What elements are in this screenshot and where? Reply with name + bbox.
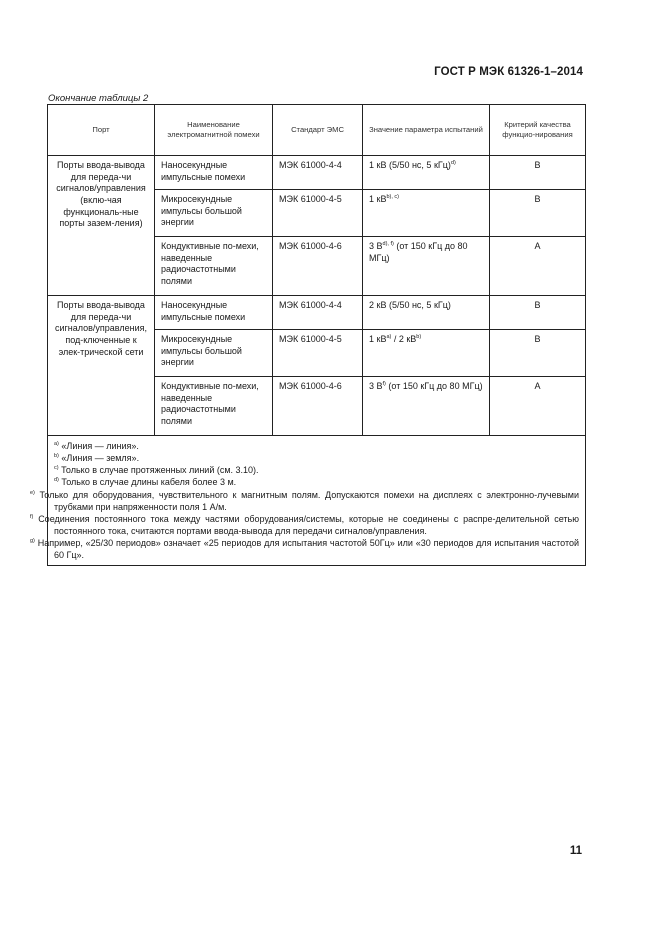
footnote-text: «Линия — линия».	[61, 441, 139, 451]
criterion-cell: A	[490, 237, 586, 296]
standard-cell: МЭК 61000-4-5	[273, 190, 363, 237]
standard-cell: МЭК 61000-4-4	[273, 296, 363, 330]
footnote	[30, 489, 579, 513]
column-header-interference: Наименование электромагнитной помехи	[155, 105, 273, 156]
page-number: 11	[569, 845, 582, 857]
interference-cell: Наносекундные импульсные помехи	[155, 156, 273, 190]
footnote	[30, 513, 579, 537]
value-cell	[363, 330, 490, 377]
column-header-test-value: Значение параметра испытаний	[363, 105, 490, 156]
footnote-mark: b)	[54, 453, 59, 460]
value-text: 3 В	[369, 381, 383, 391]
interference-cell: Кондуктивные по-мехи, наведенные радиочастотными полями	[155, 377, 273, 436]
footnote-text: «Линия — земля».	[61, 453, 140, 464]
criterion-cell: B	[490, 296, 586, 330]
criterion-cell: A	[490, 377, 586, 436]
footnote-mark: g)	[30, 538, 35, 545]
footnote-mark: c)	[54, 465, 59, 472]
table-row	[48, 296, 586, 330]
table-caption: Окончание таблицы 2	[48, 93, 149, 104]
value-cell	[363, 190, 490, 237]
footnote-text: Только в случае длины кабеля более 3 м.	[61, 477, 237, 488]
value-text: 1 кВ	[369, 194, 387, 204]
column-header-standard: Стандарт ЭМС	[273, 105, 363, 156]
value-cell	[363, 237, 490, 296]
footnote-ref: d), f)	[382, 241, 394, 247]
value-cell	[363, 156, 490, 190]
value-text: 3 В	[369, 241, 383, 251]
standard-cell: МЭК 61000-4-4	[273, 156, 363, 190]
port-cell: Порты ввода-вывода для переда-чи сигналов/управления (вклю-чая функциональ-ные порты зазем-ления)	[48, 156, 155, 296]
footnote-mark: a)	[54, 441, 59, 447]
footnote-text: Только в случае протяженных линий (см. 3.10).	[61, 465, 259, 476]
value-cell	[363, 377, 490, 436]
footnote-ref: f)	[382, 381, 386, 387]
footnote-ref: a)	[386, 334, 392, 340]
value-text: 2 кВ (5/50 нс, 5 кГц)	[369, 300, 451, 310]
footnote-ref: d)	[450, 160, 456, 166]
value-text: 1 кВ	[369, 334, 387, 344]
standard-cell: МЭК 61000-4-6	[273, 237, 363, 296]
standard-cell: МЭК 61000-4-5	[273, 330, 363, 377]
interference-cell: Кондуктивные по-мехи, наведенные радиочастотными полями	[155, 237, 273, 296]
value-tail: (от 150 кГц до 80 МГц)	[369, 241, 468, 263]
footnotes-cell	[30, 436, 586, 566]
footnote-text: Только для оборудования, чувствительного к магнитным полям. Допускаются помехи на дисплеях с электронно-лучевыми трубками при напряженности поля 1 А/м.	[39, 489, 579, 512]
interference-cell: Микросекундные импульсы большой энергии	[155, 190, 273, 237]
footnote	[54, 464, 579, 476]
interference-cell: Наносекундные импульсные помехи	[155, 296, 273, 330]
criterion-cell: B	[490, 330, 586, 377]
footnote-text: Например, «25/30 периодов» означает «25 периодов для испытания частотой 50Гц» или «30 периодов для испытания частотой 60 Гц».	[37, 538, 579, 561]
footnote	[30, 537, 579, 561]
column-header-port: Порт	[48, 105, 155, 156]
footnote-mark: d)	[54, 477, 59, 484]
table-row	[48, 156, 586, 190]
emc-test-table	[30, 104, 586, 566]
footnote	[54, 476, 579, 488]
footnote-ref: b)	[416, 334, 422, 340]
footnote	[54, 440, 579, 452]
criterion-cell: B	[490, 190, 586, 237]
value-tail: / 2 кВ	[391, 334, 417, 344]
standard-cell: МЭК 61000-4-6	[273, 377, 363, 436]
value-cell	[363, 296, 490, 330]
value-text: 1 кВ (5/50 нс, 5 кГц)	[369, 160, 451, 170]
value-tail: (от 150 кГц до 80 МГц)	[385, 381, 483, 391]
port-cell: Порты ввода-вывода для переда-чи сигналов/управления, под-ключенные к элек-трической сети	[48, 296, 155, 436]
footnote	[54, 452, 579, 464]
footnote-text: Соединения постоянного тока между частями оборудования/системы, которые не соединены с распре-делительной сетью постоянного тока, считаются портами ввода-вывода для передачи сигналов/управления.	[38, 513, 579, 536]
footnote-mark: e)	[30, 489, 35, 496]
table-header-row	[48, 105, 586, 156]
column-header-criterion: Критерий качества функцио-нирования	[490, 105, 586, 156]
footnote-ref: b), c)	[386, 194, 399, 200]
criterion-cell: B	[490, 156, 586, 190]
footnote-mark: f)	[30, 513, 34, 520]
interference-cell: Микросекундные импульсы большой энергии	[155, 330, 273, 377]
document-header: ГОСТ Р МЭК 61326-1–2014	[434, 66, 583, 78]
notes-row	[48, 436, 586, 566]
